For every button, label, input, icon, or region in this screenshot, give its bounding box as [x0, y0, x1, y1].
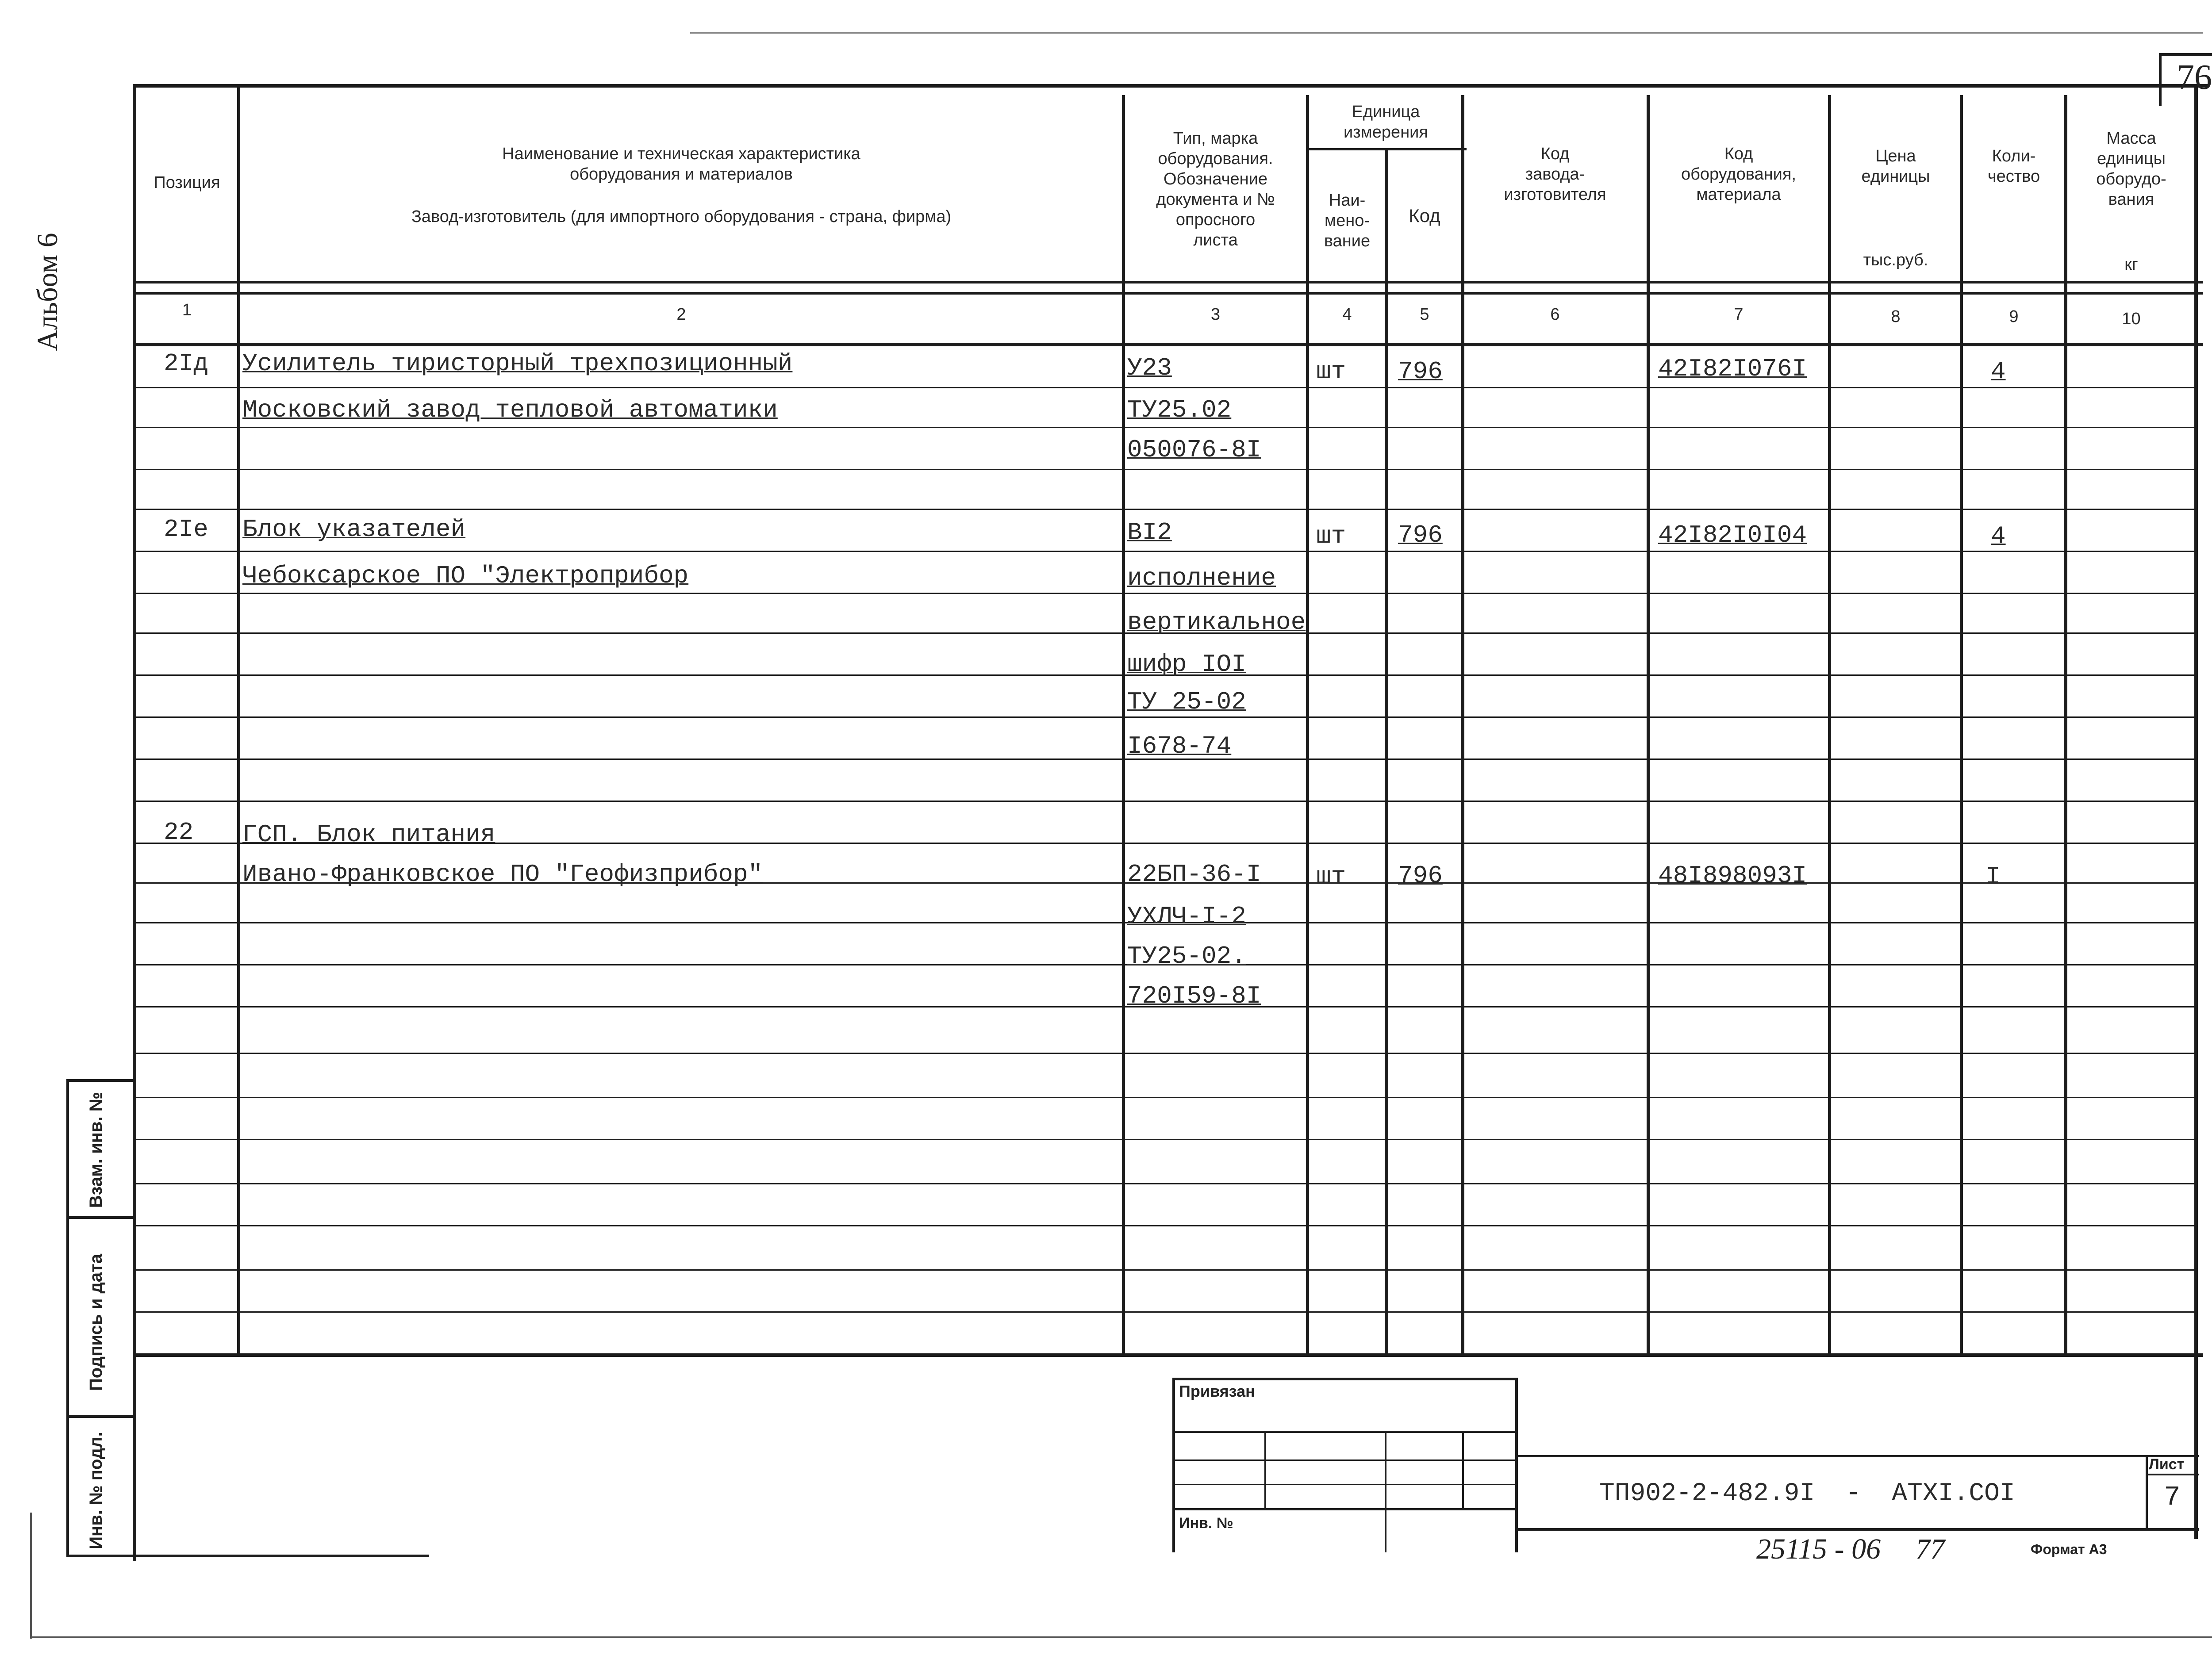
- header-unit-code: Код: [1409, 205, 1440, 226]
- table-row-type: BI2: [1127, 518, 1172, 547]
- signature-date-label: Подпись и дата: [86, 1254, 106, 1391]
- header-price-unit: тыс.руб.: [1863, 251, 1928, 269]
- table-row-position: 22: [164, 818, 194, 847]
- page-number: 76: [2177, 58, 2212, 97]
- table-row-name: Московский завод тепловой автоматики: [242, 396, 778, 424]
- table-row-material-code: 42I82I0I04: [1658, 521, 1807, 549]
- table-row-type: 050076-8I: [1127, 436, 1261, 464]
- table-row-name: Чебоксарское ПО "Электроприбор: [242, 562, 689, 590]
- table-row-unit-code: 796: [1398, 357, 1443, 386]
- table-row-type: ТУ25-02.: [1127, 942, 1246, 970]
- table-row-type: шифр IOI: [1127, 650, 1246, 678]
- header-quantity: Коли- чество: [1987, 147, 2040, 186]
- table-row-unit-code: 796: [1398, 862, 1443, 890]
- table-row-name: Усилитель тиристорный трехпозиционный: [242, 349, 793, 378]
- sheet-label: Лист: [2149, 1456, 2185, 1473]
- column-number: 10: [2122, 310, 2141, 328]
- header-unit-group: Единица измерения: [1344, 103, 1428, 142]
- column-number: 7: [1734, 305, 1743, 324]
- sheet-number: 7: [2164, 1482, 2181, 1513]
- column-number: 2: [676, 305, 686, 324]
- table-row-unit: шт: [1316, 862, 1346, 891]
- header-name-characteristics: Наименование и техническая характеристика оборудования и материалов: [502, 145, 860, 184]
- table-row-position: 2Iе: [164, 515, 208, 544]
- table-row-quantity: I: [1985, 862, 2001, 891]
- table-row-unit-code: 796: [1398, 521, 1443, 549]
- table-row-quantity: 4: [1991, 357, 2006, 386]
- table-row-material-code: 48I898093I: [1658, 862, 1807, 890]
- table-row-name: ГСП. Блок питания: [242, 820, 495, 849]
- header-manufacturer-code: Код завода- изготовителя: [1504, 145, 1606, 204]
- replacement-inventory-label: Взам. инв. №: [86, 1092, 106, 1208]
- table-row-type: УХЛЧ-I-2: [1127, 902, 1246, 931]
- table-row-name: Ивано-Франковское ПО "Геофизприбор": [242, 860, 763, 889]
- column-number: 1: [182, 301, 192, 319]
- archive-number: 25115 - 06: [1756, 1533, 1881, 1565]
- table-row-type: вертикальное: [1127, 608, 1306, 636]
- column-number: 6: [1550, 305, 1560, 324]
- column-number: 8: [1891, 307, 1901, 326]
- table-row-type: 720I59-8I: [1127, 982, 1261, 1010]
- inventory-number-label: Инв. №: [1179, 1515, 1233, 1532]
- table-row-unit: шт: [1316, 522, 1346, 550]
- header-position: Позиция: [154, 173, 220, 192]
- header-mass: Масса единицы оборудо- вания: [2096, 129, 2166, 209]
- table-row-position: 2Iд: [164, 349, 208, 378]
- table-row-type: ТУ25.02: [1127, 396, 1232, 424]
- column-number: 3: [1210, 305, 1221, 324]
- table-row-quantity: 4: [1991, 522, 2006, 550]
- table-row-type: ТУ 25-02: [1127, 688, 1246, 716]
- column-number: 4: [1342, 305, 1352, 324]
- format-label: Формат А3: [2031, 1541, 2107, 1557]
- document-code: ТП902-2-482.9I - АТХI.СОI: [1599, 1479, 2015, 1508]
- archive-page: 77: [1916, 1533, 1945, 1565]
- table-row-type: исполнение: [1127, 564, 1276, 592]
- table-row-material-code: 42I82I076I: [1658, 355, 1807, 383]
- linked-label: Привязан: [1179, 1382, 1255, 1400]
- header-material-code: Код оборудования, материала: [1681, 145, 1797, 204]
- header-type-brand: Тип, марка оборудования. Обозначение документа и № опросного листа: [1156, 129, 1275, 249]
- album-label: Альбом 6: [31, 233, 64, 351]
- column-number: 9: [2009, 307, 2019, 326]
- table-row-type: У23: [1127, 354, 1172, 382]
- column-number: 5: [1420, 305, 1429, 324]
- header-mass-unit: кг: [2124, 255, 2138, 274]
- header-manufacturer: Завод-изготовитель (для импортного оборудования - страна, фирма): [411, 207, 952, 226]
- table-row-unit: шт: [1316, 357, 1346, 386]
- header-unit-name: Наи- мено- вание: [1324, 191, 1371, 250]
- table-row-type: 22БП-36-I: [1127, 860, 1261, 889]
- header-unit-price: Цена единицы: [1861, 147, 1930, 186]
- original-inventory-label: Инв. № подл.: [86, 1432, 106, 1549]
- table-row-type: I678-74: [1127, 732, 1232, 760]
- table-row-name: Блок указателей: [242, 515, 466, 544]
